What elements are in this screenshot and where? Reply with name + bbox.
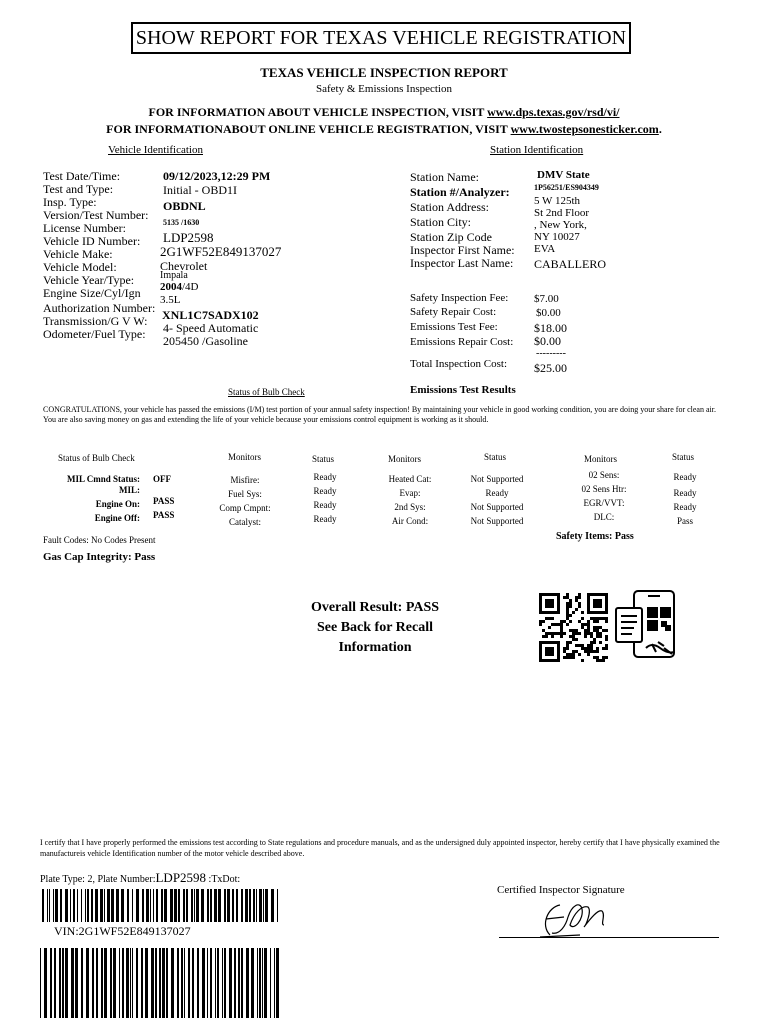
- engine-on-value: PASS: [153, 496, 175, 506]
- value-station-city: , New York,: [534, 219, 587, 231]
- monitor-air-cond: Air Cond:: [391, 516, 429, 526]
- value-inspector-first: EVA: [534, 243, 556, 255]
- status-heated-cat: Not Supported: [470, 474, 524, 484]
- results-bulb-heading: Status of Bulb Check: [58, 453, 135, 463]
- registration-info-text: FOR INFORMATIONABOUT ONLINE VEHICLE REGISTRATION, VISIT: [106, 122, 511, 136]
- label-test-date: Test Date/Time:: [43, 169, 121, 183]
- vin-barcode-text: VIN:2G1WF52E849137027: [54, 924, 191, 938]
- value-make: Chevrolet: [160, 259, 208, 273]
- monitor-o2-sens-htr: 02 Sens Htr:: [581, 484, 627, 494]
- value-license: LDP2598: [163, 230, 214, 245]
- status-comp-cmpnt: Ready: [313, 500, 337, 510]
- monitor-catalyst: Catalyst:: [229, 517, 261, 527]
- value-transmission: 4- Speed Automatic: [163, 321, 259, 335]
- label-engine: Engine Size/Cyl/Ign: [43, 286, 141, 300]
- value-emissions-fee: $18.00: [534, 321, 567, 335]
- mil-label: MIL:: [119, 485, 140, 495]
- monitor-o2-sens: 02 Sens:: [588, 470, 620, 480]
- registration-info-suffix: .: [658, 122, 662, 136]
- monitor-egr-vvt: EGR/VVT:: [583, 498, 625, 508]
- value-vin: 2G1WF52E849137027: [160, 244, 282, 259]
- monitor-heated-cat: Heated Cat:: [388, 474, 432, 484]
- monitor-col1-names: [205, 473, 285, 529]
- mil-cmnd-value: OFF: [153, 474, 171, 484]
- inspection-info-line: [0, 105, 768, 120]
- monitor-2nd-sys: 2nd Sys:: [394, 502, 426, 512]
- report-subtitle: Safety & Emissions Inspection: [316, 83, 452, 95]
- value-model: Impala: [160, 270, 188, 281]
- value-version: 5135 /1630: [163, 218, 200, 227]
- monitors-heading-1: Monitors: [228, 452, 262, 462]
- recall-notice: See Back for Recall: [317, 620, 433, 635]
- station-identification-heading: Station Identification: [490, 144, 584, 156]
- label-emissions-repair: Emissions Repair Cost:: [410, 336, 514, 348]
- monitor-col2-status: [455, 472, 539, 528]
- label-station-address: Station Address:: [410, 200, 490, 214]
- overall-result-block: [290, 598, 460, 658]
- monitor-comp-cmpnt: Comp Cmpnt:: [219, 503, 271, 513]
- value-station-analyzer: 1P56251/ES904349: [534, 183, 599, 192]
- vehicle-labels: [43, 170, 155, 341]
- engine-off-label: Engine Off:: [94, 513, 140, 523]
- report-banner-title: SHOW REPORT FOR TEXAS VEHICLE REGISTRATION: [131, 22, 631, 54]
- status-catalyst: Ready: [313, 514, 337, 524]
- value-insp-type: OBDNL: [163, 199, 206, 213]
- label-station-zip: Station Zip Code: [410, 230, 492, 244]
- dps-link[interactable]: www.dps.texas.gov/rsd/vi/: [487, 105, 620, 119]
- monitor-col1-status: [300, 470, 350, 526]
- monitors-heading-2: Monitors: [388, 454, 422, 464]
- mil-cmnd-label: MIL Cmnd Status:: [66, 474, 140, 484]
- label-odometer: Odometer/Fuel Type:: [43, 327, 146, 341]
- monitor-col2-names: [370, 472, 450, 528]
- label-vin: Vehicle ID Number:: [43, 234, 141, 248]
- value-test-type: Initial - OBD1I: [163, 183, 237, 197]
- label-safety-fee: Safety Inspection Fee:: [410, 292, 509, 304]
- twostep-link[interactable]: www.twostepsonesticker.com: [510, 122, 659, 136]
- label-make: Vehicle Make:: [43, 247, 113, 261]
- status-air-cond: Not Supported: [470, 516, 524, 526]
- value-odometer: 205450 /Gasoline: [163, 334, 248, 348]
- total-separator: ---------: [536, 348, 566, 359]
- status-2nd-sys: Not Supported: [470, 502, 524, 512]
- monitor-misfire: Misfire:: [230, 475, 260, 485]
- vin-barcode-icon: [40, 948, 280, 1018]
- label-license: License Number:: [43, 221, 126, 235]
- fault-codes: Fault Codes: No Codes Present: [43, 535, 156, 545]
- signature-label: Certified Inspector Signature: [497, 884, 625, 896]
- value-station-address2: St 2nd Floor: [534, 207, 590, 219]
- status-egr-vvt: Ready: [673, 502, 697, 512]
- signature-line: [499, 937, 719, 938]
- value-test-date: 09/12/2023,12:29 PM: [163, 169, 271, 183]
- mil-labels: [58, 472, 140, 525]
- monitor-col3-status: [662, 470, 708, 528]
- value-safety-repair: $0.00: [536, 307, 561, 319]
- monitors-heading-3: Monitors: [584, 454, 618, 464]
- gas-cap-result: Gas Cap Integrity: Pass: [43, 551, 156, 563]
- congratulations-text: CONGRATULATIONS, your vehicle has passed the emissions (I/M) test portion of your annual safety inspection! By maintaining your vehicle in good working condition, you are doing your share for clean air. You are also saving money on gas and extending the life of your vehicle because your emissions control equipment is working as it should.: [43, 405, 716, 424]
- qr-code-icon: [539, 593, 608, 662]
- monitor-dlc: DLC:: [593, 512, 615, 522]
- emissions-results-heading: Emissions Test Results: [410, 384, 516, 396]
- safety-items-result: Safety Items: Pass: [556, 531, 634, 542]
- status-evap: Ready: [485, 488, 509, 498]
- label-test-type: Test and Type:: [43, 182, 114, 196]
- value-inspector-last: CABALLERO: [534, 257, 606, 271]
- status-misfire: Ready: [313, 472, 337, 482]
- bulb-check-heading: Status of Bulb Check: [228, 387, 305, 397]
- status-heading-2: Status: [484, 452, 507, 462]
- plate-prefix: Plate Type: 2, Plate Number:: [40, 874, 156, 885]
- plate-suffix: :TxDot:: [206, 874, 241, 885]
- value-authorization: XNL1C7SADX102: [162, 308, 259, 322]
- plate-line: [40, 870, 240, 886]
- engine-on-label: Engine On:: [95, 499, 140, 509]
- mil-values: [153, 472, 174, 522]
- value-total-cost: $25.00: [534, 361, 567, 375]
- status-heading-3: Status: [672, 452, 695, 462]
- label-station-name: Station Name:: [410, 170, 479, 184]
- certification-text: I certify that I have properly performed the emissions test according to State regulations and procedure manuals, and as the undersigned duly appointed inspector, hereby certify that I have physically examined the manufactureis vehicle Identification number of the motor vehicle described above.: [40, 838, 720, 858]
- registration-info-line: [0, 122, 768, 137]
- value-emissions-repair: $0.00: [534, 334, 561, 348]
- label-year: Vehicle Year/Type:: [43, 273, 135, 287]
- monitor-col3-names: [562, 468, 646, 524]
- report-title: TEXAS VEHICLE INSPECTION REPORT: [260, 65, 508, 80]
- label-station-analyzer: Station #/Analyzer:: [410, 185, 510, 199]
- status-o2-sens-htr: Ready: [673, 488, 697, 498]
- inspection-info-text: FOR INFORMATION ABOUT VEHICLE INSPECTION, VISIT: [148, 105, 488, 119]
- value-station-name: DMV State: [537, 169, 590, 181]
- value-engine: 3.5L: [160, 294, 181, 306]
- barcode-icon: [42, 889, 278, 922]
- label-inspector-first: Inspector First Name:: [410, 243, 515, 257]
- value-year-type: /4D: [182, 281, 199, 293]
- label-transmission: Transmission/G V W:: [43, 314, 148, 328]
- label-insp-type: Insp. Type:: [43, 195, 97, 209]
- label-version: Version/Test Number:: [43, 208, 149, 222]
- value-year: [160, 281, 199, 293]
- label-safety-repair: Safety Repair Cost:: [410, 306, 497, 318]
- monitor-fuel-sys: Fuel Sys:: [228, 489, 262, 499]
- status-heading-1: Status: [312, 454, 335, 464]
- vehicle-identification-heading: Vehicle Identification: [108, 144, 203, 156]
- label-authorization: Authorization Number:: [43, 301, 156, 315]
- label-station-city: Station City:: [410, 215, 472, 229]
- recall-notice-info: Information: [338, 640, 412, 655]
- label-total-cost: Total Inspection Cost:: [410, 358, 507, 370]
- mobile-qr-scan-icon: [612, 588, 684, 662]
- value-year-number: 2004: [160, 281, 182, 293]
- label-model: Vehicle Model:: [43, 260, 117, 274]
- engine-off-value: PASS: [153, 510, 175, 520]
- value-station-zip: NY 10027: [534, 231, 580, 243]
- value-station-address: 5 W 125th: [534, 195, 581, 207]
- status-fuel-sys: Ready: [313, 486, 337, 496]
- monitor-evap: Evap:: [399, 488, 421, 498]
- status-dlc: Pass: [676, 516, 693, 526]
- status-o2-sens: Ready: [673, 472, 697, 482]
- value-safety-fee: $7.00: [534, 293, 559, 305]
- overall-result: Overall Result: PASS: [310, 600, 440, 615]
- label-emissions-fee: Emissions Test Fee:: [410, 321, 498, 333]
- label-inspector-last: Inspector Last Name:: [410, 256, 514, 270]
- plate-number: LDP2598: [155, 870, 207, 885]
